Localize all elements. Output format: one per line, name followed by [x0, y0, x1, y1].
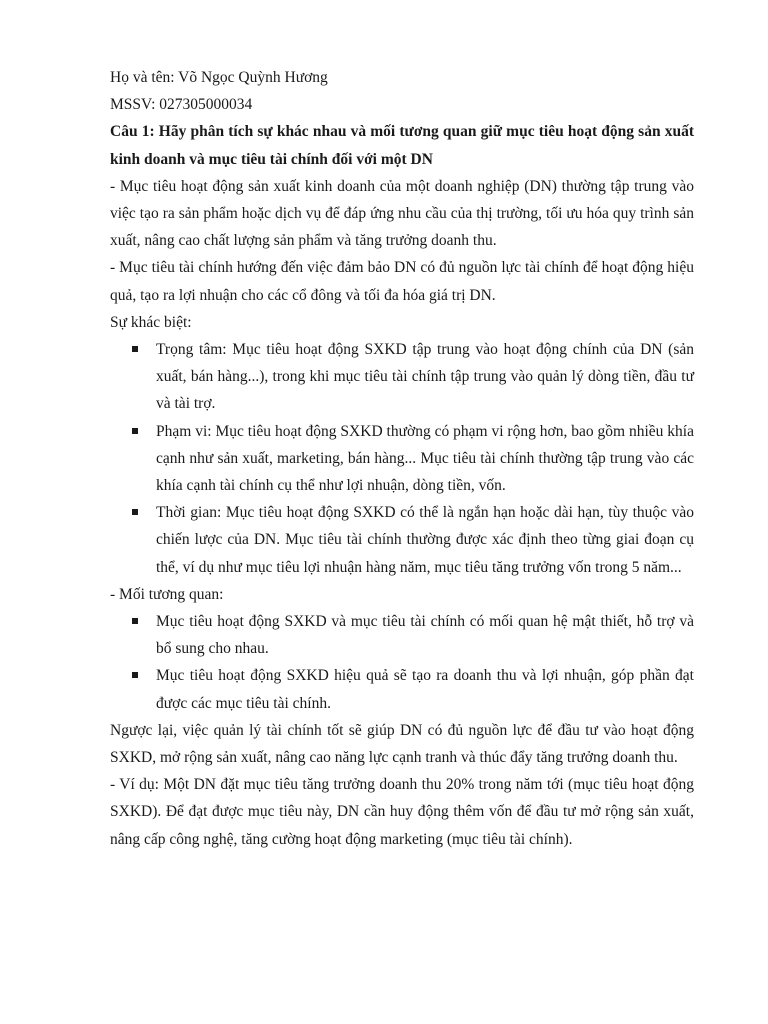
correlation-list — [110, 608, 694, 717]
list-item — [110, 499, 694, 581]
question-heading: Câu 1: Hãy phân tích sự khác nhau và mối tương quan giữ mục tiêu hoạt động sản xuất kinh doanh và mục tiêu tài chính đối với một DN — [110, 123, 694, 168]
list-item-text: Thời gian: Mục tiêu hoạt động SXKD có thể là ngắn hạn hoặc dài hạn, tùy thuộc vào chiến lược của DN. Mục tiêu tài chính thường được xác định theo từng giai đoạn cụ thể, ví dụ như mục tiêu lợi nhuận hàng năm, mục tiêu tăng trưởng vốn trong 5 năm... — [156, 504, 694, 576]
list-item — [110, 662, 694, 716]
list-item — [110, 608, 694, 662]
list-item — [110, 336, 694, 418]
differences-heading: Sự khác biệt: — [110, 313, 192, 331]
student-id: MSSV: 027305000034 — [110, 96, 253, 114]
square-bullet-icon — [132, 509, 138, 515]
list-item-text: Mục tiêu hoạt động SXKD hiệu quả sẽ tạo ra doanh thu và lợi nhuận, góp phần đạt được các mục tiêu tài chính. — [156, 667, 694, 712]
square-bullet-icon — [132, 346, 138, 352]
list-item-text: Trọng tâm: Mục tiêu hoạt động SXKD tập trung vào hoạt động chính của DN (sản xuất, bán hàng...), trong khi mục tiêu tài chính tập trung vào quản lý dòng tiền, đầu tư và tài trợ. — [156, 341, 694, 413]
list-item-text: Phạm vi: Mục tiêu hoạt động SXKD thường có phạm vi rộng hơn, bao gồm nhiều khía cạnh như sản xuất, marketing, bán hàng... Mục tiêu tài chính thường tập trung vào các khía cạnh tài chính cụ thể như lợi nhuận, dòng tiền, vốn. — [156, 422, 694, 495]
intro-paragraph-finance: - Mục tiêu tài chính hướng đến việc đảm bảo DN có đủ nguồn lực tài chính để hoạt động hiệu quả, tạo ra lợi nhuận cho các cổ đông và tối đa hóa giá trị DN. — [110, 259, 694, 304]
list-item-text: Mục tiêu hoạt động SXKD và mục tiêu tài chính có mối quan hệ mật thiết, hỗ trợ và bổ sung cho nhau. — [156, 613, 694, 658]
conclusion-paragraph: Ngược lại, việc quản lý tài chính tốt sẽ giúp DN có đủ nguồn lực để đầu tư vào hoạt động SXKD, mở rộng sản xuất, nâng cao năng lực cạnh tranh và thúc đẩy tăng trưởng doanh thu. — [110, 721, 694, 767]
document-page — [110, 64, 694, 853]
square-bullet-icon — [132, 672, 138, 678]
intro-paragraph-production: - Mục tiêu hoạt động sản xuất kinh doanh của một doanh nghiệp (DN) thường tập trung vào việc tạo ra sản phẩm hoặc dịch vụ để đáp ứng nhu cầu của thị trường, tối ưu hóa quy trình sản xuất, nâng cao chất lượng sản phẩm và tăng trưởng doanh thu. — [110, 177, 694, 250]
student-name: Họ và tên: Võ Ngọc Quỳnh Hương — [110, 69, 328, 86]
differences-list — [110, 336, 694, 581]
square-bullet-icon — [132, 618, 138, 624]
correlation-heading: - Mối tương quan: — [110, 585, 224, 603]
square-bullet-icon — [132, 428, 138, 434]
list-item — [110, 418, 694, 500]
example-paragraph: - Ví dụ: Một DN đặt mục tiêu tăng trưởng doanh thu 20% trong năm tới (mục tiêu hoạt động SXKD). Để đạt được mục tiêu này, DN cần huy động thêm vốn để đầu tư mở rộng sản xuất, nâng cấp công nghệ, tăng cường hoạt động marketing (mục tiêu tài chính). — [110, 776, 694, 848]
